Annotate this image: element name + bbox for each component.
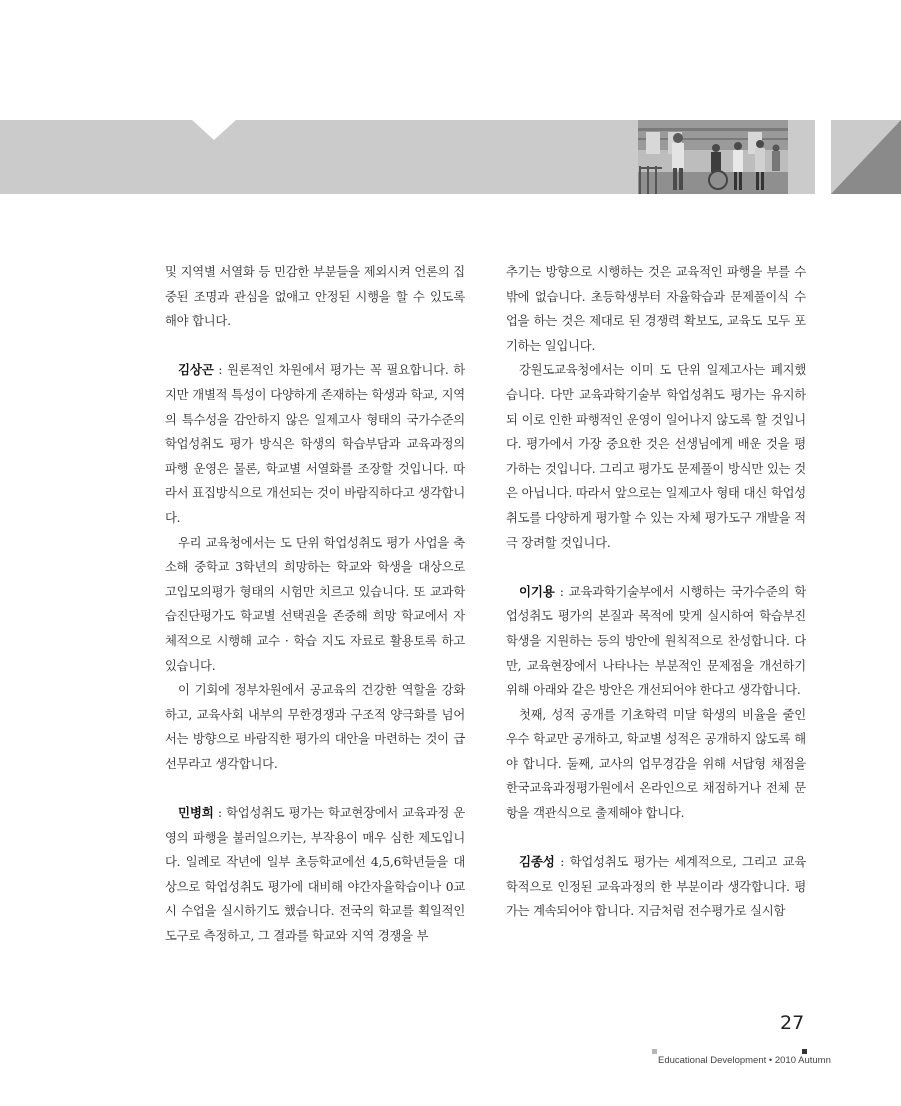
paragraph: 추기는 방향으로 시행하는 것은 교육적인 파행을 부를 수밖에 없습니다. 초등학생부터 자율학습과 문제풀이식 수업을 하는 것은 제대로 된 경쟁력 확보도, 교육도 모두 포기하는 일입니다. xyxy=(506,265,806,353)
header-notch xyxy=(192,120,236,140)
paragraph xyxy=(165,801,465,949)
footer-square-icon xyxy=(802,1049,807,1054)
speaker-name: 이기용 xyxy=(519,583,555,599)
paragraph-text: : 원론적인 차원에서 평가는 꼭 필요합니다. 하지만 개별적 특성이 다양하게 존재하는 학생과 학교, 지역의 특수성을 감안하지 않은 일제고사 형태의 국가수준의 학업성취도 평가 방식은 학생의 학습부담과 교육과정의 파행 운영은 물론, 학교별 서열화를 조장할 것입니다. 따라서 표집방식으로 개선되는 것이 바람직하다고 생각합니다. xyxy=(165,363,465,525)
paragraph xyxy=(506,850,806,924)
paragraph xyxy=(506,580,806,703)
paragraph-text: : 학업성취도 평가는 학교현장에서 교육과정 운영의 파행을 불러일으키는, 부작용이 매우 심한 제도입니다. 일례로 작년에 일부 초등학교에선 4,5,6학년들을 대상으로 학업성취도 평가에 대비해 야간자율학습이나 0교시 수업을 실시하기도 했습니다. 전국의 학교를 획일적인 도구로 측정하고, 그 결과를 학교와 지역 경쟁을 부 xyxy=(165,806,465,944)
paragraph-text: : 교육과학기술부에서 시행하는 국가수준의 학업성취도 평가의 본질과 목적에 맞게 실시하여 학습부진 학생을 지원하는 등의 방안에 원칙적으로 찬성합니다. 다만, 교육현장에서 나타나는 부분적인 문제점을 개선하기 위해 아래와 같은 방안은 개선되어야 한다고 생각합니다. xyxy=(506,584,806,698)
footer-text: Educational Development • 2010 Autumn xyxy=(658,1055,831,1066)
paragraph: 첫째, 성적 공개를 기초학력 미달 학생의 비율을 줄인 우수 학교만 공개하고, 학교별 성적은 공개하지 않도록 해야 합니다. 둘째, 교사의 업무경감을 위해 서답형 채점을 한국교육과정평가원에서 온라인으로 채점하거나 전체 문항을 객관식으로 출제해야 합니다. xyxy=(506,707,806,821)
students-walking-photo xyxy=(638,120,788,194)
footer-square-icon xyxy=(652,1049,657,1054)
paragraph: 이 기회에 정부차원에서 공교육의 건강한 역할을 강화하고, 교육사회 내부의 무한경쟁과 구조적 양극화를 넘어서는 방향으로 바람직한 평가의 대안을 마련하는 것이 급선무라고 생각합니다. xyxy=(165,683,465,771)
page-number: 27 xyxy=(780,1012,805,1034)
speaker-name: 김상곤 xyxy=(178,362,214,378)
paragraph-text: : 학업성취도 평가는 세계적으로, 그리고 교육학적으로 인정된 교육과정의 한 부분이라 생각합니다. 평가는 계속되어야 합니다. 지금처럼 전수평가로 실시함 xyxy=(506,855,806,919)
paragraph: 및 지역별 서열화 등 민감한 부분들을 제외시켜 언론의 집중된 조명과 관심을 없애고 안정된 시행을 할 수 있도록 해야 합니다. xyxy=(165,265,465,329)
paragraph: 강원도교육청에서는 이미 도 단위 일제고사는 폐지했습니다. 다만 교육과학기술부 학업성취도 평가는 유지하되 이로 인한 파행적인 운영이 일어나지 않도록 할 것입니다. 평가에서 가장 중요한 것은 선생님에게 배운 것을 평가하는 것입니다. 그리고 평가도 문제풀이 방식만 있는 것은 아닙니다. 따라서 앞으로는 일제고사 형태 대신 학업성취도를 다양하게 평가할 수 있는 자체 평가도구 개발을 적극 장려할 것입니다. xyxy=(506,363,806,550)
footer xyxy=(650,1049,831,1069)
speaker-name: 김종성 xyxy=(519,854,555,870)
right-column xyxy=(506,260,806,924)
paragraph: 우리 교육청에서는 도 단위 학업성취도 평가 사업을 축소해 중학교 3학년의 희망하는 학교와 학생을 대상으로 고입모의평가 형태의 시험만 치르고 있습니다. 또 교과학습진단평가도 학교별 선택권을 존중해 희망 학교에서 자체적으로 시행해 교수 · 학습 지도 자료로 활용토록 하고 있습니다. xyxy=(165,535,465,673)
left-column xyxy=(165,260,465,949)
right-tab-triangle xyxy=(831,120,901,194)
speaker-name: 민병희 xyxy=(178,805,214,821)
paragraph xyxy=(165,358,465,530)
